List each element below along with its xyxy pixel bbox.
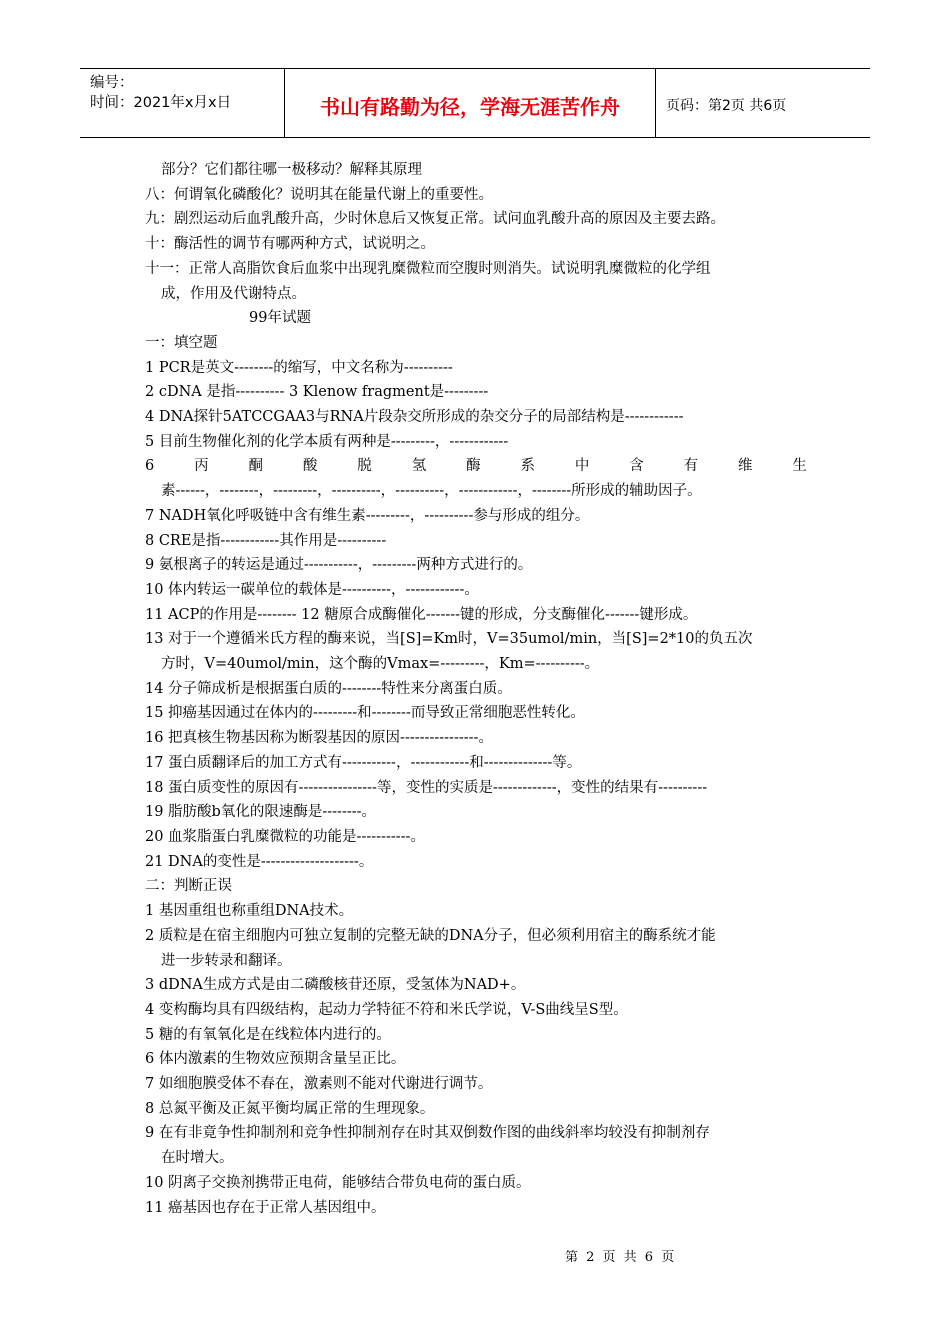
spread-char: 生	[792, 458, 807, 475]
spread-char: 系	[520, 458, 535, 475]
page-header	[80, 68, 870, 138]
judge-item-8: 8 总氮平衡及正氮平衡均属正常的生理现象。	[145, 1100, 435, 1117]
spread-char: 中	[574, 458, 590, 475]
blank-item-15: 15 抑癌基因通过在体内的---------和--------而导致正常细胞恶性转化。	[145, 705, 585, 722]
judge-item-11: 11 癌基因也存在于正常人基因组中。	[145, 1199, 386, 1216]
page-footer: 第 2 页 共 6 页	[565, 1250, 677, 1265]
doc-time-label: 时间：2021年x月x日	[90, 95, 232, 111]
question-8: 八：何谓氧化磷酸化？说明其在能量代谢上的重要性。	[145, 186, 493, 203]
blank-item-14: 14 分子筛成析是根据蛋白质的--------特性来分离蛋白质。	[145, 680, 512, 697]
doc-number-label: 编号：	[90, 75, 134, 91]
blank-item-19: 19 脂肪酸b氧化的限速酶是--------。	[145, 804, 377, 821]
judge-item-2: 2 质粒是在宿主细胞内可独立复制的完整无缺的DNA分子，但必须利用宿主的酶系统才能	[145, 927, 716, 944]
text-line: 素------，--------，---------，----------，----------，------------，--------所形成的辅助因子。	[161, 483, 702, 500]
blank-item-5: 5 目前生物催化剂的化学本质有两种是---------，------------	[145, 433, 509, 450]
header-page	[656, 69, 870, 137]
text-line: 成，作用及代谢特点。	[161, 285, 306, 302]
blank-item-1: 1 PCR是英文--------的缩写，中文名称为----------	[145, 359, 453, 376]
blank-item-10: 10 体内转运一碳单位的载体是----------，------------。	[145, 581, 479, 598]
question-10: 十：酶活性的调节有哪两种方式，试说明之。	[145, 236, 435, 253]
blank-item-18: 18 蛋白质变性的原因有----------------等，变性的实质是-------------，变性的结果有----------	[145, 779, 708, 796]
text-line: 在时增大。	[161, 1150, 234, 1167]
spread-char: 酮	[248, 458, 264, 475]
blank-item-13: 13 对于一个遵循米氏方程的酶来说，当[S]=Km时，V=35umol/min，当[S]=2*10的负五次	[145, 631, 753, 648]
spread-char: 含	[629, 458, 644, 475]
blank-item-2-3: 2 cDNA 是指---------- 3 Klenow fragment是---------	[145, 384, 489, 401]
judge-item-1: 1 基因重组也称重组DNA技术。	[145, 903, 354, 920]
blank-item-7: 7 NADH氧化呼吸链中含有维生素---------，----------参与形成的组分。	[145, 507, 590, 524]
blank-item-11-12: 11 ACP的作用是-------- 12 糖原合成酶催化-------键的形成，分支酶催化-------键形成。	[145, 606, 698, 623]
blank-item-8: 8 CRE是指------------其作用是----------	[145, 532, 387, 549]
spread-char: 维	[738, 458, 753, 475]
judge-item-10: 10 阴离子交换剂携带正电荷，能够结合带负电荷的蛋白质。	[145, 1174, 531, 1191]
judge-item-4: 4 变构酶均具有四级结构，起动力学特征不符和米氏学说，V-S曲线呈S型。	[145, 1001, 628, 1018]
spread-char: 氢	[411, 458, 427, 475]
spread-char: 脱	[357, 458, 372, 475]
judge-item-3: 3 dDNA生成方式是由二磷酸核苷还原，受氢体为NAD+。	[145, 977, 526, 994]
judge-item-7: 7 如细胞膜受体不春在，激素则不能对代谢进行调节。	[145, 1076, 493, 1093]
blank-item-21: 21 DNA的变性是--------------------。	[145, 853, 374, 870]
blank-item-17: 17 蛋白质翻译后的加工方式有-----------，------------和--------------等。	[145, 754, 582, 771]
question-11: 十一：正常人高脂饮食后血浆中出现乳糜微粒而空腹时则消失。试说明乳糜微粒的化学组	[145, 260, 711, 277]
spread-char: 酶	[466, 458, 481, 475]
motto-text: 书山有路勤为径，学海无涯苦作舟	[320, 94, 620, 119]
question-9: 九：剧烈运动后血乳酸升高，少时休息后又恢复正常。试问血乳酸升高的原因及主要去路。	[145, 211, 725, 228]
section-heading-fill-blank: 一：填空题	[145, 334, 218, 351]
section-title-99: 99年试题	[249, 310, 311, 327]
judge-item-5: 5 糖的有氧氧化是在线粒体内进行的。	[145, 1026, 391, 1043]
text-line: 方时，V=40umol/min，这个酶的Vmax=---------，Km=----------。	[161, 656, 600, 673]
judge-item-9: 9 在有非竟争性抑制剂和竞争性抑制剂存在时其双倒数作图的曲线斜率均较没有抑制剂存	[145, 1125, 710, 1142]
blank-item-16: 16 把真核生物基因称为断裂基因的原因----------------。	[145, 730, 493, 747]
blank-item-9: 9 氨根离子的转运是通过-----------，---------两种方式进行的。	[145, 557, 533, 574]
blank-item-20: 20 血浆脂蛋白乳糜微粒的功能是-----------。	[145, 828, 425, 845]
text-line: 部分？它们都往哪一极移动？解释其原理	[161, 162, 422, 178]
blank-item-4: 4 DNA探针5ATCCGAA3与RNA片段杂交所形成的杂交分子的局部结构是------------	[145, 409, 684, 426]
judge-item-6: 6 体内激素的生物效应预期含量呈正比。	[145, 1051, 406, 1068]
spread-char: 酸	[302, 458, 318, 475]
page-number-label: 页码：第2页 共6页	[666, 98, 787, 114]
spread-char: 丙	[194, 458, 209, 475]
blank-item-6	[145, 454, 807, 479]
spread-char: 有	[683, 458, 699, 475]
text-line: 进一步转录和翻译。	[161, 952, 292, 969]
header-meta	[80, 69, 284, 137]
section-heading-true-false: 二：判断正误	[145, 878, 232, 895]
header-motto	[284, 69, 656, 137]
document-body	[145, 158, 807, 1220]
spread-char: 6	[145, 458, 155, 475]
